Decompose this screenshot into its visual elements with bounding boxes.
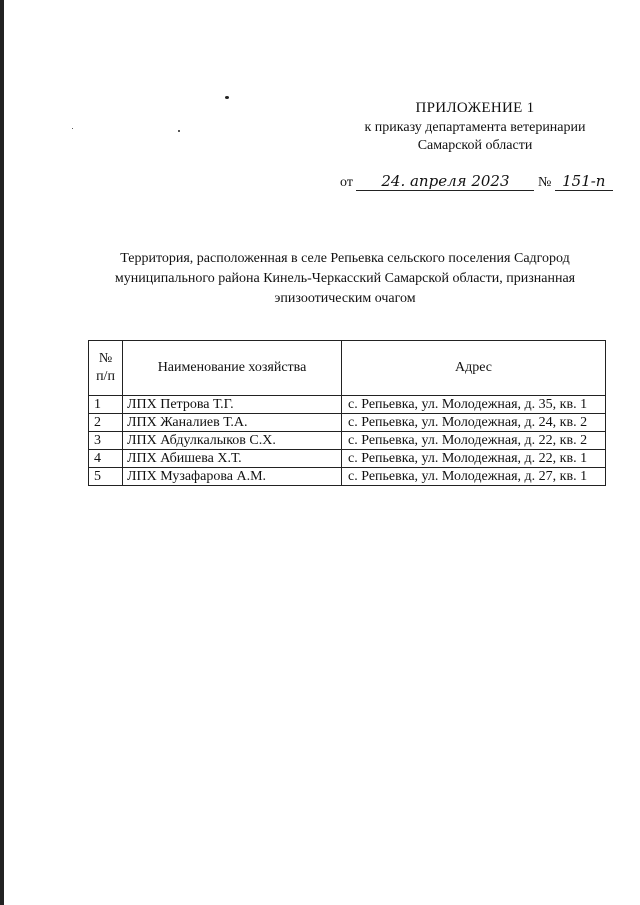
row-number: 3 [89,432,123,450]
table-header-row [89,341,606,396]
farm-address: с. Репьевка, ул. Молодежная, д. 22, кв. 1 [342,450,606,468]
handwritten-date: 24. апреля 2023 [356,172,534,191]
row-number: 2 [89,414,123,432]
number-sign: № [537,175,552,190]
table-row [89,414,606,432]
farms-table [88,340,606,486]
document-heading: Территория, расположенная в селе Репьевка сельского поселения Садгород муниципального района Кинель-Черкасский Самарской области, признанная эпизоотическим очагом [114,251,576,306]
appendix-title: ПРИЛОЖЕНИЕ 1 [415,100,535,116]
farm-name: ЛПХ Музафарова А.М. [123,468,342,486]
farm-name: ЛПХ Петрова Т.Г. [123,396,342,414]
row-number: 5 [89,468,123,486]
table-row [89,432,606,450]
scan-speck [225,96,229,99]
farm-name: ЛПХ Абдулкалыков С.Х. [123,432,342,450]
farm-address: с. Репьевка, ул. Молодежная, д. 24, кв. 2 [342,414,606,432]
date-prefix: от [340,175,353,190]
appendix-order-ref: к приказу департамента ветеринарии [364,120,586,135]
row-number: 1 [89,396,123,414]
date-number-line [340,172,613,194]
column-header-address: Адрес [342,341,606,396]
table-row [89,450,606,468]
farm-name: ЛПХ Жаналиев Т.А. [123,414,342,432]
farm-name: ЛПХ Абишева Х.Т. [123,450,342,468]
table-row [89,396,606,414]
handwritten-order-number: 151-п [555,172,613,191]
farm-address: с. Репьевка, ул. Молодежная, д. 35, кв. 1 [342,396,606,414]
column-header-name: Наименование хозяйства [123,341,342,396]
appendix-region: Самарской области [417,138,533,153]
column-header-number: № п/п [89,341,123,396]
scan-speck [72,128,73,129]
farm-address: с. Репьевка, ул. Молодежная, д. 22, кв. 2 [342,432,606,450]
scan-speck [178,130,180,132]
farm-address: с. Репьевка, ул. Молодежная, д. 27, кв. 1 [342,468,606,486]
table-row [89,468,606,486]
row-number: 4 [89,450,123,468]
scan-edge [0,0,4,905]
